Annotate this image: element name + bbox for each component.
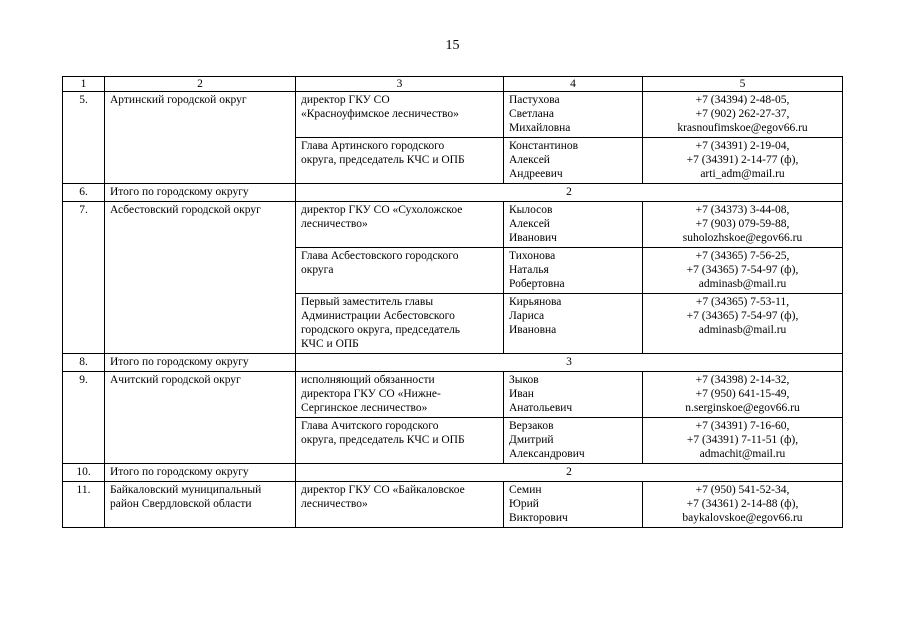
contacts-cell [643,202,843,248]
total-count: 2 [296,184,843,202]
total-label: Итого по городскому округу [105,464,296,482]
person-name-line: Семин [509,484,542,496]
phone-email-line: +7 (34365) 7-54-97 (ф), [686,264,799,276]
district-name: Байкаловский муниципальный район Свердловской области [105,482,296,528]
phone-email-line: +7 (950) 541-52-34, [695,484,790,496]
phone-email-line: adminasb@mail.ru [698,278,787,290]
position-cell [296,202,504,248]
person-name-line: Зыков [509,374,539,386]
phone-email-line: +7 (34373) 3-44-08, [695,204,790,216]
row-number: 8. [63,354,105,372]
table-row [63,372,843,418]
person-name-line: Наталья [509,264,549,276]
person-name-line: Ивановна [509,324,557,336]
phone-email-line: krasnoufimskoe@egov66.ru [677,122,808,134]
position-cell [296,138,504,184]
position-line: исполняющий обязанности [301,374,435,386]
phone-email-line: +7 (34398) 2-14-32, [695,374,790,386]
position-line: «Красноуфимское лесничество» [301,108,459,120]
person-name-line: Алексей [509,218,550,230]
position-line: лесничество» [301,498,368,510]
position-line: округа, председатель КЧС и ОПБ [301,434,465,446]
total-label: Итого по городскому округу [105,184,296,202]
person-cell [504,202,643,248]
total-count: 2 [296,464,843,482]
position-line: директора ГКУ СО «Нижне- [301,388,441,400]
person-cell [504,138,643,184]
position-line: Первый заместитель главы [301,296,434,308]
district-name: Артинский городской округ [105,92,296,184]
person-cell [504,372,643,418]
contacts-cell [643,372,843,418]
person-cell [504,482,643,528]
column-number: 5 [643,77,843,92]
phone-email-line: arti_adm@mail.ru [700,168,785,180]
person-name-line: Анатольевич [509,402,573,414]
column-number: 3 [296,77,504,92]
phone-email-line: +7 (34365) 7-54-97 (ф), [686,310,799,322]
person-cell [504,294,643,354]
column-number: 1 [63,77,105,92]
row-number: 10. [63,464,105,482]
person-name-line: Михайловна [509,122,571,134]
person-name-line: Робертовна [509,278,565,290]
person-name-line: Лариса [509,310,545,322]
position-line: городского округа, председатель [301,324,461,336]
contacts-cell [643,248,843,294]
phone-email-line: admachit@mail.ru [699,448,786,460]
person-name-line: Кирьянова [509,296,562,308]
position-line: Глава Артинского городского [301,140,445,152]
person-name-line: Светлана [509,108,554,120]
contacts-cell [643,482,843,528]
position-line: округа [301,264,334,276]
phone-email-line: +7 (34391) 7-11-51 (ф), [686,434,799,446]
person-name-line: Андреевич [509,168,563,180]
table-row [63,202,843,248]
total-row [63,354,843,372]
table-body [63,77,843,528]
row-number: 6. [63,184,105,202]
position-line: директор ГКУ СО [301,94,390,106]
position-cell [296,294,504,354]
person-cell [504,418,643,464]
phone-email-line: +7 (903) 079-59-88, [695,218,790,230]
position-line: лесничество» [301,218,368,230]
person-name-line: Викторович [509,512,568,524]
position-cell [296,248,504,294]
row-number: 5. [63,92,105,184]
phone-email-line: adminasb@mail.ru [698,324,787,336]
position-cell [296,418,504,464]
row-number: 7. [63,202,105,354]
phone-email-line: +7 (34365) 7-56-25, [695,250,790,262]
position-cell [296,372,504,418]
position-line: округа, председатель КЧС и ОПБ [301,154,465,166]
total-count: 3 [296,354,843,372]
table-row [63,92,843,138]
person-name-line: Константинов [509,140,579,152]
phone-email-line: +7 (34391) 2-19-04, [695,140,790,152]
table-row [63,482,843,528]
contacts-cell [643,92,843,138]
phone-email-line: +7 (34391) 7-16-60, [695,420,790,432]
person-name-line: Юрий [509,498,539,510]
position-cell [296,482,504,528]
phone-email-line: +7 (34365) 7-53-11, [695,296,790,308]
page-number: 15 [445,38,460,53]
column-number: 2 [105,77,296,92]
person-name-line: Тихонова [509,250,556,262]
position-line: директор ГКУ СО «Байкаловское [301,484,465,496]
phone-email-line: +7 (950) 641-15-49, [695,388,790,400]
position-line: Сергинское лесничество» [301,402,428,414]
contacts-cell [643,138,843,184]
person-name-line: Кылосов [509,204,553,216]
total-row [63,184,843,202]
position-cell [296,92,504,138]
person-name-line: Пастухова [509,94,560,106]
person-name-line: Александрович [509,448,585,460]
person-cell [504,248,643,294]
person-name-line: Иван [509,388,534,400]
position-line: Администрации Асбестовского [301,310,455,322]
phone-email-line: +7 (34391) 2-14-77 (ф), [686,154,799,166]
position-line: директор ГКУ СО «Сухоложское [301,204,463,216]
contacts-table [62,76,843,528]
person-name-line: Дмитрий [509,434,554,446]
total-row [63,464,843,482]
district-name: Асбестовский городской округ [105,202,296,354]
person-name-line: Иванович [509,232,557,244]
position-line: Глава Ачитского городского [301,420,439,432]
phone-email-line: +7 (34361) 2-14-88 (ф), [686,498,799,510]
column-number-row [63,77,843,92]
phone-email-line: n.serginskoe@egov66.ru [685,402,800,414]
phone-email-line: suholozhskoe@egov66.ru [682,232,803,244]
position-line: Глава Асбестовского городского [301,250,459,262]
contacts-cell [643,294,843,354]
phone-email-line: baykalovskoe@egov66.ru [682,512,803,524]
position-line: КЧС и ОПБ [301,338,359,350]
person-name-line: Алексей [509,154,550,166]
person-cell [504,92,643,138]
phone-email-line: +7 (902) 262-27-37, [695,108,790,120]
row-number: 11. [63,482,105,528]
total-label: Итого по городскому округу [105,354,296,372]
phone-email-line: +7 (34394) 2-48-05, [695,94,790,106]
district-name: Ачитский городской округ [105,372,296,464]
contacts-cell [643,418,843,464]
column-number: 4 [504,77,643,92]
person-name-line: Верзаков [509,420,554,432]
row-number: 9. [63,372,105,464]
